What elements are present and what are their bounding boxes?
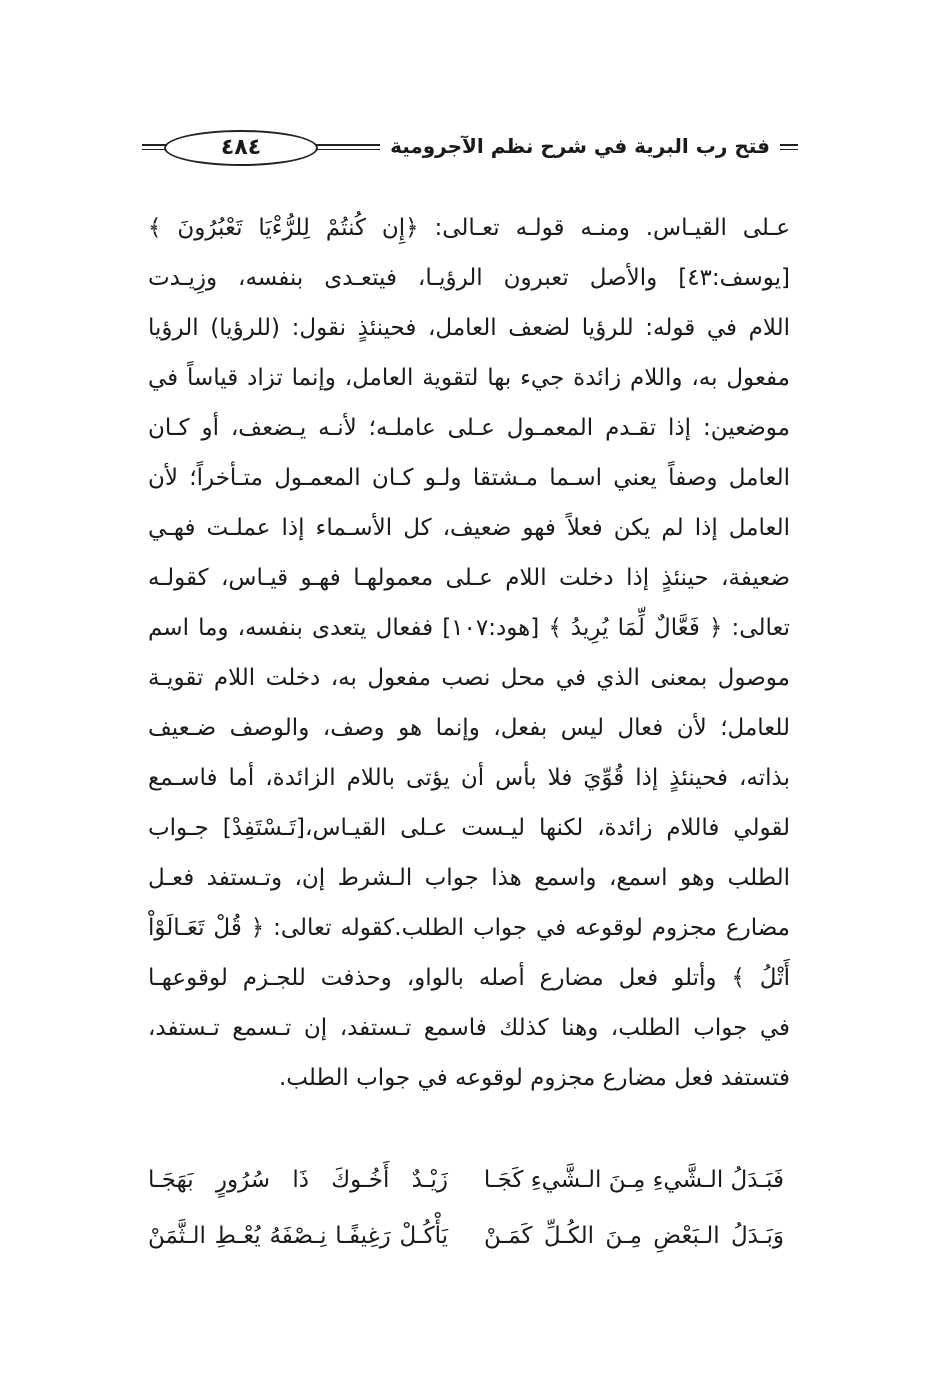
- poem-second-hemistich: يَأْكُـلْ رَغِيفًـا نِـصْفَهُ يُعْـطِ الـثَّمَنْ: [148, 1223, 448, 1249]
- poem-first-hemistich: فَبَـدَلُ الـشَّيءِ مِـنَ الـشَّيءِ كَجَـا: [483, 1167, 784, 1193]
- text-line-last: فتستفد فعل مضارع مجزوم لوقوعه في جواب الطلب.: [279, 1065, 790, 1091]
- text-line: عـلى القيـاس. ومنـه قولـه تعـالى: ﴿إِن كُنتُمْ لِلرُّءْيَا تَعْبُرُونَ ﴾: [148, 215, 790, 241]
- text-line: اللام في قوله: للرؤيا لضعف العامل، فحينئذٍ نقول: (للرؤيا) الرؤيا: [148, 315, 790, 341]
- poem-verse: [148, 1208, 790, 1264]
- text-line: بذاته، فحينئذٍ إذا قُوِّيَ فلا بأس أن يؤتى باللام الزائدة، أما فاسـمع: [148, 765, 790, 791]
- text-line: الطلب وهو اسمع، واسمع هذا جواب الـشرط إن، وتـستفد فعـل: [148, 865, 790, 891]
- text-line: لقولي فاللام زائدة، لكنها ليـست عـلى القيـاس،[تَـسْتَفِدْ] جـواب: [148, 815, 790, 841]
- text-line: تعالى: ﴿ فَعَّالٌ لِّمَا يُرِيدُ ﴾ [هود:١٠٧] ففعال يتعدى بنفسه، وما اسم: [148, 615, 790, 641]
- text-line: مضارع مجزوم لوقوعه في جواب الطلب.كقوله تعالى: ﴿ قُلْ تَعَـالَوْاْ: [148, 915, 790, 941]
- page-number: ٤٨٤: [164, 130, 318, 166]
- poem-verse: [148, 1152, 790, 1208]
- text-line: العامل وصفاً يعني اسـما مـشتقا ولـو كـان المعمـول متـأخراً؛ لأن: [148, 465, 790, 491]
- text-line: ضعيفة، حينئذٍ إذا دخلت اللام عـلى معمولهـا فهـو قيـاس، كقولـه: [148, 565, 790, 591]
- poem-second-hemistich: زَيْـدٌ أَخُـوكَ ذَا سُرُورٍ بَهَجَـا: [148, 1167, 448, 1193]
- text-line: موضعين: إذا تقـدم المعمـول عـلى عاملـه؛ لأنـه يـضعف، أو كـان: [148, 415, 790, 441]
- poem-block: [148, 1152, 790, 1264]
- page-header: [142, 130, 798, 172]
- text-line: في جواب الطلب، وهنا كذلك فاسمع تـستفد، إن تـسمع تـستفد،: [148, 1015, 790, 1041]
- text-line: مفعول به، واللام زائدة جيء بها لتقوية العامل، وإنما تزاد قياساً في: [148, 365, 790, 391]
- book-title: فتح رب البرية في شرح نظم الآجرومية: [380, 132, 780, 160]
- text-line: للعامل؛ لأن فعال ليس بفعل، وإنما هو وصف، والوصف ضـعيف: [148, 715, 790, 741]
- text-line: [يوسف:٤٣] والأصل تعبرون الرؤيـا، فيتعـدى بنفسه، وزِيـدت: [148, 265, 790, 291]
- text-line: العامل إذا لم يكن فعلاً فهو ضعيف، كل الأسـماء إذا عملـت فهـي: [148, 515, 790, 541]
- main-text: [148, 203, 790, 1103]
- poem-first-hemistich: وَبَـدَلُ الـبَعْضِ مِـنَ الكُـلِّ كَمَـنْ: [484, 1223, 784, 1249]
- text-line: أَتْلُ ﴾ وأتلو فعل مضارع أصله بالواو، وحذفت للجـزم لوقوعهـا: [148, 965, 790, 991]
- text-line: موصول بمعنى الذي في محل نصب مفعول به، دخلت اللام تقويـة: [148, 665, 790, 691]
